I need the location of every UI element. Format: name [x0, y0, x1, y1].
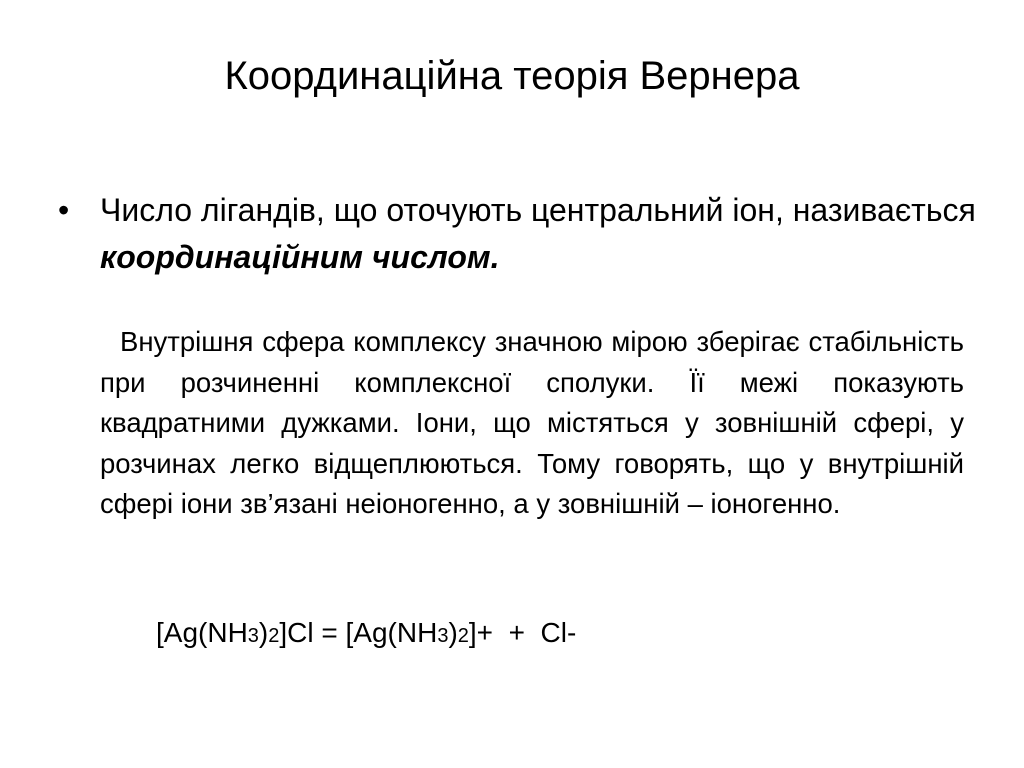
- slide-title: Координаційна теорія Вернера: [224, 54, 800, 98]
- equation-rhs-subscript-1: 3: [437, 625, 449, 647]
- equation-rhs-mid: ): [448, 617, 458, 648]
- equation-plus: +: [493, 617, 541, 648]
- bullet-item: [58, 187, 978, 281]
- equation-lhs-subscript-1: 3: [247, 625, 259, 647]
- equation-rhs-suffix: ]+: [468, 617, 494, 648]
- chemical-equation: [156, 613, 576, 656]
- equation-equals: =: [313, 617, 346, 648]
- equation-lhs-subscript-2: 2: [268, 625, 280, 647]
- bullet-term: координаційним числом.: [100, 239, 500, 275]
- equation-lhs-mid: ): [258, 617, 269, 648]
- body-paragraph: Внутрішня сфера комплексу значною мірою зберігає стабільність при розчиненні комплексної сполуки. Її межі показують квадратними дужками. Іони, що містяться у зовнішній сфері, у розчинах легко відщеплюються. Тому говорять, що у внутрішній сфері іони зв’язані неіоногенно, а у зовнішній – іоногенно.: [100, 326, 964, 519]
- equation-lhs-suffix: ]Cl: [279, 617, 314, 648]
- equation-lhs-prefix: [Ag(NH: [156, 617, 248, 648]
- equation-rhs-subscript-2: 2: [457, 625, 469, 647]
- equation-anion: Cl-: [540, 617, 577, 648]
- bullet-list: [58, 187, 978, 281]
- bullet-text: Число лігандів, що оточують центральний іон, називається: [100, 192, 976, 228]
- equation-rhs-prefix: [Ag(NH: [345, 617, 438, 648]
- bullet-marker: •: [58, 192, 70, 228]
